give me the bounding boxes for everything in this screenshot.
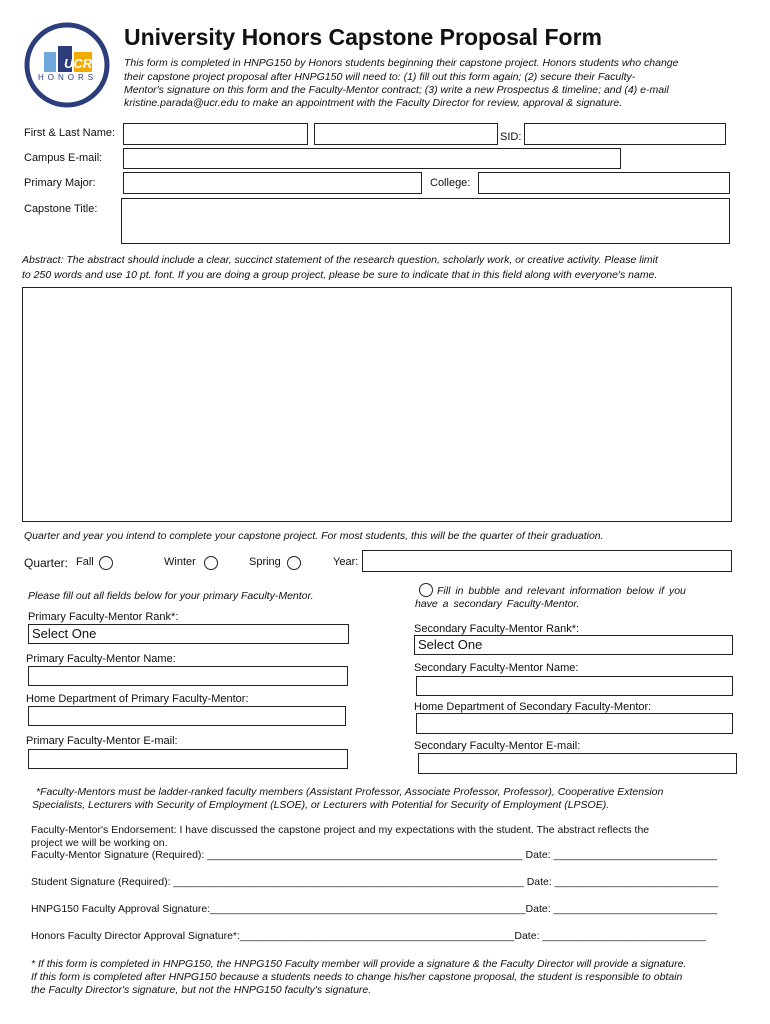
- abstract-textarea[interactable]: [22, 287, 732, 522]
- college-label: College:: [430, 177, 471, 189]
- sid-input[interactable]: [524, 123, 726, 145]
- endorsement-line-2: project we will be working on.: [31, 837, 168, 849]
- final-note-line-1: * If this form is completed in HNPG150, the HNPG150 Faculty member will provide a signature & the Faculty Director will provide a signature.: [31, 958, 687, 970]
- secondary-instruction-line-2: have a secondary Faculty-Mentor.: [415, 598, 580, 610]
- email-label: Campus E-mail:: [24, 152, 103, 164]
- secondary-mentor-radio[interactable]: [419, 583, 433, 597]
- primary-email-label: Primary Faculty-Mentor E-mail:: [26, 735, 178, 747]
- primary-rank-select[interactable]: Select One: [28, 624, 349, 644]
- year-label: Year:: [333, 556, 359, 568]
- capstone-title-input[interactable]: [121, 198, 730, 244]
- mentor-footnote-line-2: Specialists, Lecturers with Security of Employment (LSOE), or Lecturers with Potential for Security of Employment (LPSOE).: [32, 799, 610, 811]
- primary-name-input[interactable]: [28, 666, 348, 686]
- last-name-input[interactable]: [314, 123, 498, 145]
- intro-line-3: Mentor's signature on this form and the Faculty-Mentor contract; (3) write a new Prospectus & timeline; and (4) e-mail: [124, 84, 669, 96]
- intro-line-1: This form is completed in HNPG150 by Honors students beginning their capstone project. Honors students who change: [124, 57, 679, 69]
- logo-letters: UCR: [64, 56, 93, 71]
- winter-label: Winter: [164, 556, 196, 568]
- quarter-instruction: Quarter and year you intend to complete your capstone project. For most students, this will be the quarter of their graduation.: [24, 530, 604, 542]
- intro-line-4: kristine.parada@ucr.edu to make an appointment with the Faculty Director for review, approval & signature.: [124, 97, 623, 109]
- secondary-instruction-line-1: Fill in bubble and relevant information below if you: [437, 585, 686, 597]
- secondary-dept-label: Home Department of Secondary Faculty-Mentor:: [414, 701, 652, 713]
- form-title: University Honors Capstone Proposal Form: [124, 24, 602, 50]
- secondary-dept-input[interactable]: [416, 713, 733, 734]
- spring-radio[interactable]: [287, 556, 301, 570]
- year-input[interactable]: [362, 550, 732, 572]
- mentor-signature-line[interactable]: Faculty-Mentor Signature (Required): ______________________________________________________ Date: ____________________________: [31, 849, 718, 861]
- primary-name-label: Primary Faculty-Mentor Name:: [26, 653, 176, 665]
- campus-email-input[interactable]: [123, 148, 621, 169]
- secondary-rank-label: Secondary Faculty-Mentor Rank*:: [414, 623, 580, 635]
- final-note-line-3: the Faculty Director's signature, but not the HNPG150 faculty's signature.: [31, 984, 372, 996]
- spring-label: Spring: [249, 556, 281, 568]
- primary-rank-label: Primary Faculty-Mentor Rank*:: [28, 611, 179, 623]
- primary-major-input[interactable]: [123, 172, 422, 194]
- abstract-instruction-line-1: Abstract: The abstract should include a clear, succinct statement of the research question, scholarly work, or creative activity. Please limit: [22, 254, 658, 266]
- secondary-email-input[interactable]: [418, 753, 737, 774]
- secondary-name-input[interactable]: [416, 676, 733, 696]
- major-label: Primary Major:: [24, 177, 96, 189]
- final-note-line-2: If this form is completed after HNPG150 because a students needs to change his/her capstone proposal, the student is responsible to obtain: [31, 971, 683, 983]
- primary-dept-label: Home Department of Primary Faculty-Mentor:: [26, 693, 249, 705]
- primary-dept-input[interactable]: [28, 706, 346, 726]
- college-input[interactable]: [478, 172, 730, 194]
- primary-mentor-instruction: Please fill out all fields below for your primary Faculty-Mentor.: [28, 590, 314, 602]
- secondary-email-label: Secondary Faculty-Mentor E-mail:: [414, 740, 581, 752]
- director-signature-line[interactable]: Honors Faculty Director Approval Signature*:_______________________________________________Date: ____________________________: [31, 930, 706, 942]
- capstone-title-label: Capstone Title:: [24, 203, 98, 215]
- fall-radio[interactable]: [99, 556, 113, 570]
- logo-word: HONORS: [38, 73, 98, 82]
- abstract-instruction-line-2: to 250 words and use 10 pt. font. If you are doing a group project, please be sure to indicate that in this field along with everyone's name.: [22, 269, 658, 281]
- first-name-input[interactable]: [123, 123, 308, 145]
- mentor-footnote-line-1: *Faculty-Mentors must be ladder-ranked faculty members (Assistant Professor, Associate Professor, Professor), Cooperative Extension: [36, 786, 664, 798]
- endorsement-line-1: Faculty-Mentor's Endorsement: I have discussed the capstone project and my expectations with the student. The abstract reflects the: [31, 824, 650, 836]
- name-label: First & Last Name:: [24, 127, 116, 139]
- secondary-name-label: Secondary Faculty-Mentor Name:: [414, 662, 579, 674]
- quarter-label: Quarter:: [24, 556, 69, 570]
- primary-email-input[interactable]: [28, 749, 348, 769]
- fall-label: Fall: [76, 556, 94, 568]
- intro-line-2: their capstone project proposal after HNPG150 will need to: (1) fill out this form again; (2) secure their Faculty-: [124, 71, 636, 83]
- secondary-rank-select[interactable]: Select One: [414, 635, 733, 655]
- hnpg150-signature-line[interactable]: HNPG150 Faculty Approval Signature:______________________________________________________Date: ____________________________: [31, 903, 718, 915]
- student-signature-line[interactable]: Student Signature (Required): ____________________________________________________________ Date: ____________________________: [31, 876, 719, 888]
- ucr-honors-logo: [24, 22, 110, 108]
- winter-radio[interactable]: [204, 556, 218, 570]
- sid-label: SID:: [500, 131, 522, 143]
